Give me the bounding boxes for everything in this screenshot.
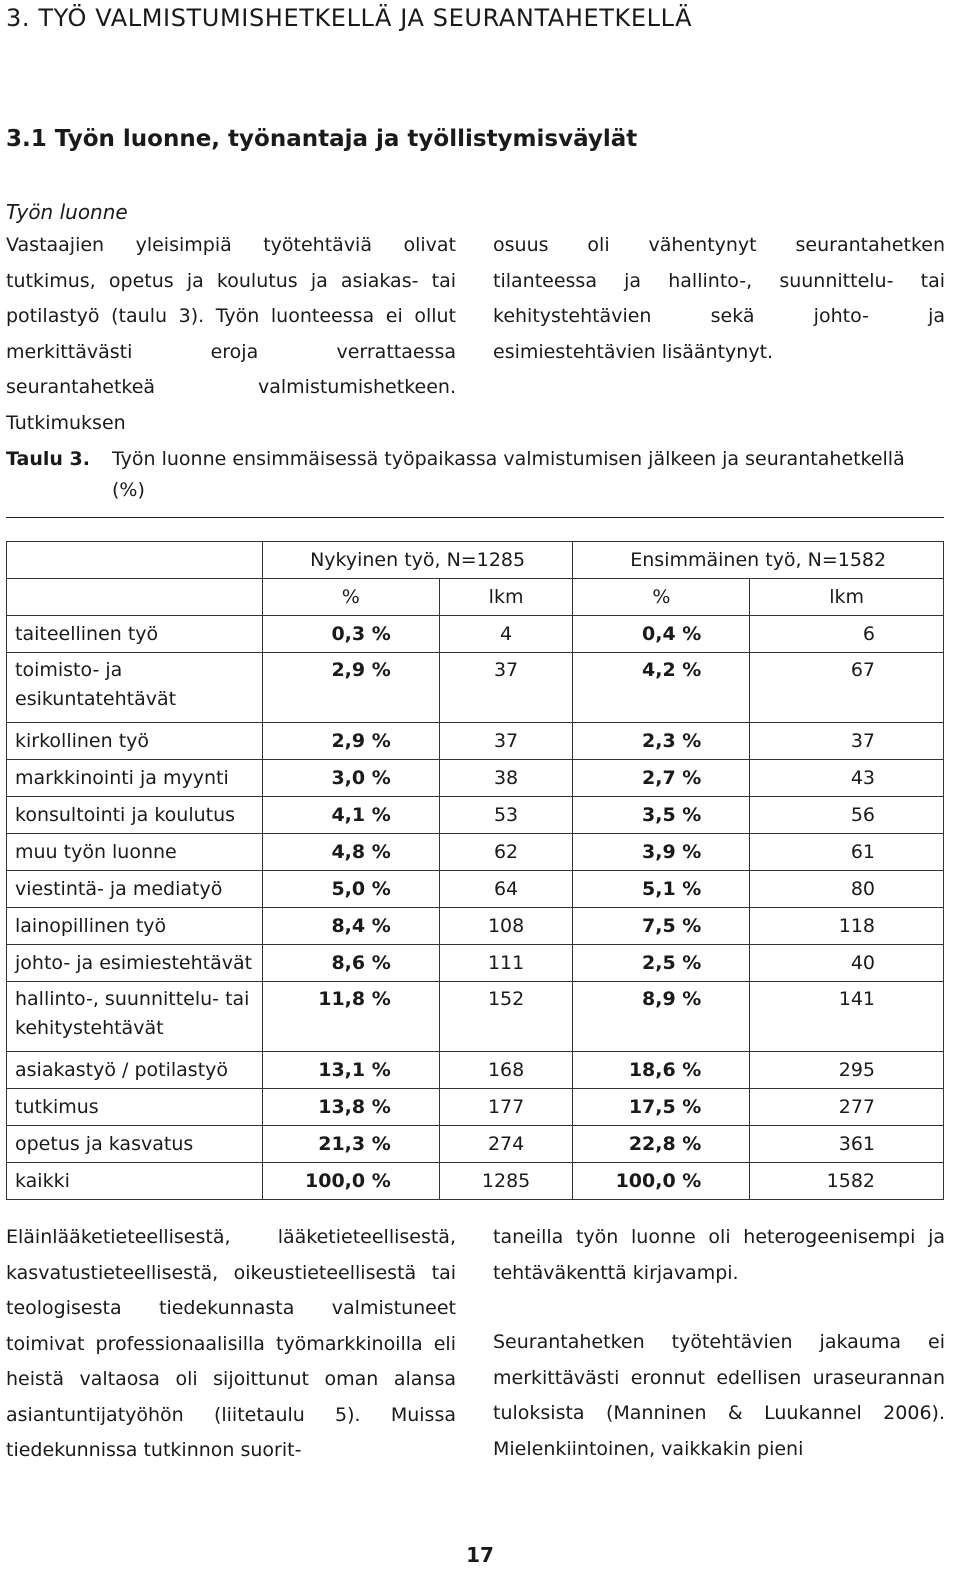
table-row <box>7 797 944 834</box>
table-row <box>7 982 944 1052</box>
row-pct-current: 2,9 % <box>262 723 439 760</box>
row-pct-first: 100,0 % <box>573 1163 750 1200</box>
row-label: lainopillinen työ <box>7 908 263 945</box>
row-count-current: 62 <box>439 834 573 871</box>
row-pct-current: 0,3 % <box>262 616 439 653</box>
table-row <box>7 945 944 982</box>
row-pct-first: 5,1 % <box>573 871 750 908</box>
row-count-first: 277 <box>750 1089 944 1126</box>
table-row <box>7 653 944 723</box>
outro-paragraph-right-1: taneilla työn luonne oli heterogeenisempi ja tehtäväkenttä kirjavampi. <box>493 1226 945 1284</box>
subheading-tyon-luonne: Työn luonne <box>6 200 128 224</box>
row-count-current: 168 <box>439 1052 573 1089</box>
row-label: johto- ja esimiestehtävät <box>7 945 263 982</box>
row-pct-current: 4,1 % <box>262 797 439 834</box>
intro-paragraph-right: osuus oli vähentynyt seurantahetken tilanteessa ja hallinto-, suunnittelu- tai kehitystehtävien sekä johto- ja esimiestehtävien lisääntynyt. <box>493 234 945 363</box>
row-label: opetus ja kasvatus <box>7 1126 263 1163</box>
row-count-current: 37 <box>439 653 573 723</box>
row-pct-current: 2,9 % <box>262 653 439 723</box>
row-count-current: 53 <box>439 797 573 834</box>
caption-rule <box>6 517 944 518</box>
row-pct-first: 8,9 % <box>573 982 750 1052</box>
row-label: tutkimus <box>7 1089 263 1126</box>
table-empty-subheader-cell <box>7 579 263 616</box>
row-label: konsultointi ja koulutus <box>7 797 263 834</box>
chapter-title: 3. TYÖ VALMISTUMISHETKELLÄ JA SEURANTAHETKELLÄ <box>6 4 693 32</box>
table-row <box>7 1089 944 1126</box>
table-group-header-row <box>7 542 944 579</box>
row-count-current: 108 <box>439 908 573 945</box>
row-count-current: 1285 <box>439 1163 573 1200</box>
table-sub-header-row <box>7 579 944 616</box>
sub-header-pct1: % <box>262 579 439 616</box>
outro-paragraph-left: Eläinlääketieteellisestä, lääketieteellisestä, kasvatustieteellisestä, oikeustieteellisestä tai teologisesta tiedekunnasta valmistuneet toimivat professionaalisilla työmarkkinoilla eli heistä valtaosa oli sijoittunut oman alansa asiantuntijatyöhön (liitetaulu 5). Muissa tiedekunnissa tutkinnon suorit- <box>6 1226 456 1461</box>
table-row <box>7 908 944 945</box>
row-pct-first: 18,6 % <box>573 1052 750 1089</box>
row-label: toimisto- ja esikuntatehtävät <box>7 653 263 723</box>
group-header-ensimmainen: Ensimmäinen työ, N=1582 <box>573 542 944 579</box>
row-count-first: 6 <box>750 616 944 653</box>
row-count-current: 38 <box>439 760 573 797</box>
table-row <box>7 760 944 797</box>
table-row <box>7 871 944 908</box>
row-label: viestintä- ja mediatyö <box>7 871 263 908</box>
sub-header-pct2: % <box>573 579 750 616</box>
row-pct-current: 8,4 % <box>262 908 439 945</box>
data-table <box>6 541 944 1200</box>
sub-header-n1: lkm <box>439 579 573 616</box>
outro-paragraph-right-2: Seurantahetken työtehtävien jakauma ei merkittävästi eronnut edellisen uraseurannan tuloksista (Manninen & Luukannel 2006). Mielenkiintoinen, vaikkakin pieni <box>493 1331 945 1460</box>
row-count-first: 361 <box>750 1126 944 1163</box>
row-count-first: 61 <box>750 834 944 871</box>
row-pct-current: 13,1 % <box>262 1052 439 1089</box>
row-pct-first: 22,8 % <box>573 1126 750 1163</box>
row-count-first: 1582 <box>750 1163 944 1200</box>
row-label: kaikki <box>7 1163 263 1200</box>
outro-column-right <box>493 1220 945 1501</box>
row-pct-current: 4,8 % <box>262 834 439 871</box>
row-count-current: 37 <box>439 723 573 760</box>
row-count-current: 111 <box>439 945 573 982</box>
intro-paragraph-left: Vastaajien yleisimpiä työtehtäviä olivat tutkimus, opetus ja koulutus ja asiakas- tai potilastyö (taulu 3). Työn luonteessa ei ollut merkittävästi eroja verrattaessa seurantahetkeä valmistumishetkeen. Tutkimuksen <box>6 234 456 434</box>
section-title: 3.1 Työn luonne, työnantaja ja työllistymisväylät <box>6 126 638 152</box>
row-pct-first: 3,9 % <box>573 834 750 871</box>
row-pct-first: 4,2 % <box>573 653 750 723</box>
table-row <box>7 834 944 871</box>
row-pct-first: 3,5 % <box>573 797 750 834</box>
row-pct-current: 21,3 % <box>262 1126 439 1163</box>
row-label: taiteellinen työ <box>7 616 263 653</box>
row-count-first: 80 <box>750 871 944 908</box>
row-count-first: 295 <box>750 1052 944 1089</box>
row-pct-current: 8,6 % <box>262 945 439 982</box>
row-label: markkinointi ja myynti <box>7 760 263 797</box>
table-row <box>7 616 944 653</box>
table-row <box>7 723 944 760</box>
table-row <box>7 1052 944 1089</box>
row-pct-first: 7,5 % <box>573 908 750 945</box>
row-pct-first: 2,3 % <box>573 723 750 760</box>
row-count-first: 43 <box>750 760 944 797</box>
row-label: muu työn luonne <box>7 834 263 871</box>
row-pct-first: 2,5 % <box>573 945 750 982</box>
sub-header-n2: lkm <box>750 579 944 616</box>
row-pct-first: 2,7 % <box>573 760 750 797</box>
row-pct-first: 0,4 % <box>573 616 750 653</box>
table-empty-header-cell <box>7 542 263 579</box>
table-row <box>7 1163 944 1200</box>
row-count-current: 152 <box>439 982 573 1052</box>
page-number: 17 <box>466 1543 494 1567</box>
row-count-first: 141 <box>750 982 944 1052</box>
group-header-nykyinen: Nykyinen työ, N=1285 <box>262 542 573 579</box>
row-count-first: 40 <box>750 945 944 982</box>
row-pct-current: 11,8 % <box>262 982 439 1052</box>
row-label: hallinto-, suunnittelu- tai kehitystehtävät <box>7 982 263 1052</box>
row-pct-current: 13,8 % <box>262 1089 439 1126</box>
row-pct-current: 3,0 % <box>262 760 439 797</box>
row-count-first: 118 <box>750 908 944 945</box>
row-label: asiakastyö / potilastyö <box>7 1052 263 1089</box>
row-count-first: 37 <box>750 723 944 760</box>
row-count-current: 4 <box>439 616 573 653</box>
row-pct-current: 5,0 % <box>262 871 439 908</box>
row-pct-current: 100,0 % <box>262 1163 439 1200</box>
row-count-current: 274 <box>439 1126 573 1163</box>
row-count-first: 56 <box>750 797 944 834</box>
table-label: Taulu 3. <box>6 448 90 470</box>
row-label: kirkollinen työ <box>7 723 263 760</box>
table-row <box>7 1126 944 1163</box>
table-caption-text: Työn luonne ensimmäisessä työpaikassa valmistumisen jälkeen ja seurantahetkellä (%) <box>112 448 905 501</box>
row-count-first: 67 <box>750 653 944 723</box>
row-pct-first: 17,5 % <box>573 1089 750 1126</box>
row-count-current: 177 <box>439 1089 573 1126</box>
row-count-current: 64 <box>439 871 573 908</box>
